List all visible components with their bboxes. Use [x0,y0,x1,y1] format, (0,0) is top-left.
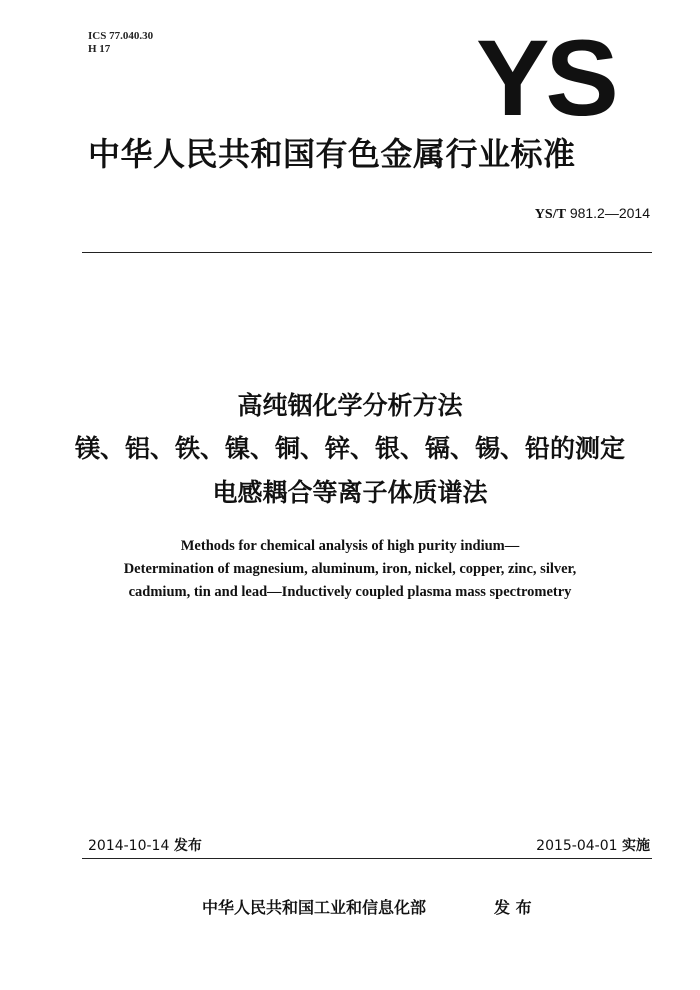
standard-code: 981.2—2014 [569,205,650,221]
top-divider [82,252,652,253]
english-title-line-3: cadmium, tin and lead—Inductively coupled plasma mass spectrometry [128,584,572,600]
implementation-date [536,837,650,855]
bottom-divider [82,858,652,859]
standard-number [535,205,650,223]
classification-codes [88,30,153,56]
issuing-authority: 中华人民共和国工业和信息化部 [202,898,427,917]
implementation-label: 实施 [622,838,650,854]
release-date [88,837,202,855]
industry-standard-title: 中华人民共和国有色金属行业标准 [88,135,576,173]
chinese-title-line-1: 高纯铟化学分析方法 [237,391,463,420]
chinese-title-line-2: 镁、铝、铁、镍、铜、锌、银、镉、锡、铅的测定 [74,434,625,463]
implementation-date-value: 2015-04-01 [536,838,618,854]
standard-prefix: YS/T [534,207,566,222]
ics-code: ICS 77.040.30 [88,30,154,42]
english-title-line-1: Methods for chemical analysis of high purity indium— [180,538,520,554]
release-label: 发布 [173,838,202,854]
issue-label: 发 布 [494,898,532,917]
release-date-value: 2014-10-14 [88,838,170,854]
chinese-title-line-3: 电感耦合等离子体质谱法 [212,478,488,507]
ccs-code: H 17 [88,43,111,55]
ys-logo: YS [476,17,615,138]
english-title-line-2: Determination of magnesium, aluminum, iron, nickel, copper, zinc, silver, [123,561,577,577]
